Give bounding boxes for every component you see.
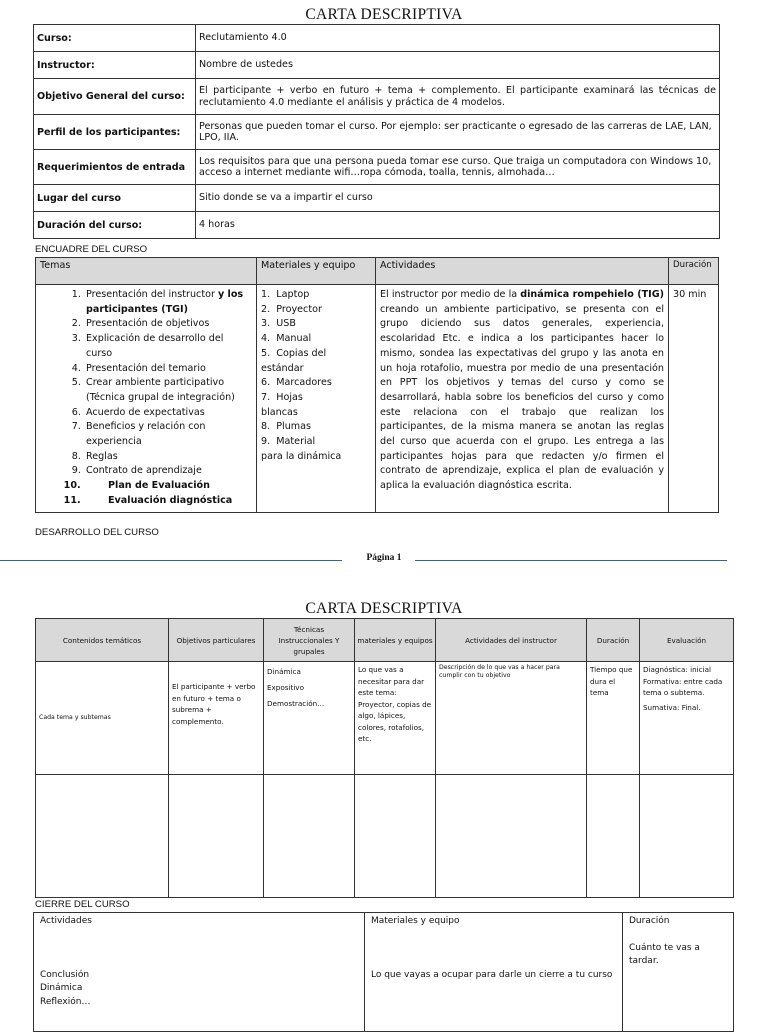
- col-header-temas: Temas: [36, 258, 257, 285]
- tema-item: 3. Explicación de desarrollo del curso: [84, 332, 252, 361]
- tema-item: 4. Presentación del temario: [84, 362, 252, 377]
- materiales-cell: [257, 285, 376, 513]
- col-header-duracion: Duración: [587, 619, 640, 662]
- contenidos-cell: Cada tema y subtemas: [36, 662, 169, 775]
- table-row: [36, 662, 734, 775]
- course-info-table: [33, 24, 720, 239]
- info-label: Objetivo General del curso:: [34, 79, 196, 115]
- tema-item: 6. Acuerdo de expectativas: [84, 406, 252, 421]
- evaluacion-item: Diagnóstica: inicial: [643, 665, 711, 674]
- material-item: 8. Plumas: [261, 421, 312, 433]
- col-header-evaluacion: Evaluación: [640, 619, 734, 662]
- info-value: Los requisitos para que una persona pueda tomar ese curso. Que traiga un computadora con Windows 10, acceso a internet mediante wifi…ropa cómoda, toalla, tennis, almohada…: [196, 150, 720, 185]
- col-header-duracion: Duración: [669, 258, 719, 285]
- encuadre-table: [35, 257, 719, 513]
- material-item: 5. Copias del: [261, 347, 327, 359]
- info-label: Requerimientos de entrada: [34, 150, 196, 185]
- info-row: [34, 150, 720, 185]
- info-label: Perfil de los participantes:: [34, 115, 196, 150]
- actividades-text-a: El instructor por medio de la: [380, 289, 521, 300]
- info-row: [34, 79, 720, 115]
- material-item: 9. Material: [261, 436, 316, 448]
- objetivos-cell: El participante + verbo en futuro + tema o subrema + complemento.: [169, 662, 264, 775]
- col-header-materiales: materiales y equipos: [355, 619, 436, 662]
- cierre-item: Dinámica: [40, 983, 83, 993]
- tema-item: 9. Contrato de aprendizaje: [84, 464, 252, 479]
- material-item: blancas: [261, 406, 298, 418]
- actividades-cell: [376, 285, 669, 513]
- col-header-actividades: Actividades: [376, 258, 669, 285]
- info-value: Reclutamiento 4.0: [196, 25, 720, 52]
- info-value: 4 horas: [196, 212, 720, 239]
- materiales-list: [261, 288, 371, 464]
- material-item: para la dinámica: [261, 450, 342, 462]
- info-value: Personas que pueden tomar el curso. Por ejemplo: ser practicante o egresado de las carreras de LAE, LAN, LPO, IIA.: [196, 115, 720, 150]
- evaluacion-item: Formativa: entre cada tema o subtema.: [643, 676, 723, 697]
- info-label: Instructor:: [34, 52, 196, 79]
- cierre-item: Conclusión: [40, 969, 90, 980]
- tecnica-item: Dinámica: [267, 667, 301, 676]
- tema-item: 5. Crear ambiente participativo (Técnica grupal de integración): [84, 376, 252, 405]
- tecnica-item: Demostración…: [267, 699, 325, 708]
- material-item: 6. Marcadores: [261, 377, 332, 389]
- tecnica-item: Expositivo: [267, 683, 304, 692]
- cierre-duracion-cell: [623, 913, 734, 1032]
- material-item: 7. Hojas: [261, 391, 303, 403]
- desarrollo-heading: DESARROLLO DEL CURSO: [35, 527, 159, 538]
- tema-item: 10. Plan de Evaluación: [84, 479, 252, 494]
- cierre-materiales-cell: [365, 913, 623, 1032]
- col-header-materiales: Materiales y equipo: [257, 258, 376, 285]
- col-header-contenidos: Contenidos temáticos: [36, 619, 169, 662]
- evaluacion-cell: [640, 662, 734, 775]
- cierre-table: [33, 912, 734, 1032]
- cierre-duracion-text: Cuánto te vas a tardar.: [629, 942, 700, 966]
- page-title-2: CARTA DESCRIPTIVA: [305, 600, 463, 617]
- cierre-item: Reflexión…: [40, 996, 91, 1007]
- material-item: estándar: [261, 362, 304, 374]
- info-row: [34, 185, 720, 212]
- cierre-heading: CIERRE DEL CURSO: [35, 899, 130, 910]
- col-header-objetivos: Objetivos particulares: [169, 619, 264, 662]
- actividades-cell: Descripción de lo que vas a hacer para cumplir con tu objetivo: [436, 662, 587, 775]
- material-item: 1. Laptop: [261, 289, 310, 300]
- info-label: Curso:: [34, 25, 196, 52]
- duracion-cell: 30 min: [669, 285, 719, 513]
- info-row: [34, 115, 720, 150]
- material-item: 3. USB: [261, 318, 296, 330]
- page-separator: [0, 552, 768, 568]
- info-value: El participante + verbo en futuro + tema + complemento. El participante examinará las técnicas de reclutamiento 4.0 mediante el análisis y práctica de 4 modelos.: [196, 79, 720, 115]
- evaluacion-item: Sumativa: Final.: [643, 702, 701, 712]
- temas-list: [40, 288, 252, 509]
- page-number: Página 1: [366, 553, 402, 563]
- table-row: [36, 775, 734, 898]
- tema-item: 8. Reglas: [84, 450, 252, 465]
- tecnicas-cell: [264, 662, 355, 775]
- col-header-actividades: Actividades: [40, 916, 92, 926]
- actividades-text-b: creando un ambiente participativo, se presenta con el grupo diciendo sus datos generales, experiencia, escolaridad Etc. e indica a los participantes hacer lo mismo, sondea las expectativas del grupo y las anota en un hoja rotafolio, muestra por medio de una presentación en PPT los objetivos y temas del curso y como se desarrollará, habla sobre los beneficios del curso y como este relaciona con el trabajo que realizan los participantes, de la misma manera se anotan las reglas del curso que acuerda con el grupo. Les entrega a las participantes hojas para que redacten y/o firmen el contrato de aprendizaje, explica el plan de evaluación y aplica la evaluación diagnóstica escrita.: [380, 303, 664, 492]
- info-value: Sitio donde se va a impartir el curso: [196, 185, 720, 212]
- info-label: Duración del curso:: [34, 212, 196, 239]
- tema-item: 11. Evaluación diagnóstica: [84, 494, 252, 509]
- tema-item: 2. Presentación de objetivos: [84, 317, 252, 332]
- actividades-text-bold: dinámica rompehielo (TIG): [520, 289, 665, 300]
- col-header-actividades: Actividades del instructor: [436, 619, 587, 662]
- temas-cell: [36, 285, 257, 513]
- tema-item: 7. Beneficios y relación con experiencia: [84, 420, 252, 449]
- desarrollo-table: [35, 618, 734, 898]
- col-header-tecnicas: Técnicas Instruccionales Y grupales: [264, 619, 355, 662]
- page-title: CARTA DESCRIPTIVA: [305, 6, 463, 23]
- material-item: 4. Manual: [261, 333, 312, 345]
- materiales-cell: Lo que vas a necesitar para dar este tema: Proyector, copias de algo, lápices, colores, rotafolios, etc.: [355, 662, 436, 775]
- cierre-actividades-cell: [34, 913, 365, 1032]
- info-value: Nombre de ustedes: [196, 52, 720, 79]
- encuadre-heading: ENCUADRE DEL CURSO: [35, 244, 148, 255]
- tema-item: 1. Presentación del instructor y los participantes (TGI): [84, 288, 252, 317]
- duracion-cell: Tiempo que dura el tema: [587, 662, 640, 775]
- cierre-materiales-text: Lo que vayas a ocupar para darle un cierre a tu curso: [371, 969, 613, 980]
- info-row: [34, 212, 720, 239]
- info-row: [34, 52, 720, 79]
- material-item: 2. Proyector: [261, 303, 322, 315]
- info-row: [34, 25, 720, 52]
- col-header-materiales: Materiales y equipo: [371, 916, 460, 926]
- col-header-duracion: Duración: [629, 916, 670, 926]
- info-label: Lugar del curso: [34, 185, 196, 212]
